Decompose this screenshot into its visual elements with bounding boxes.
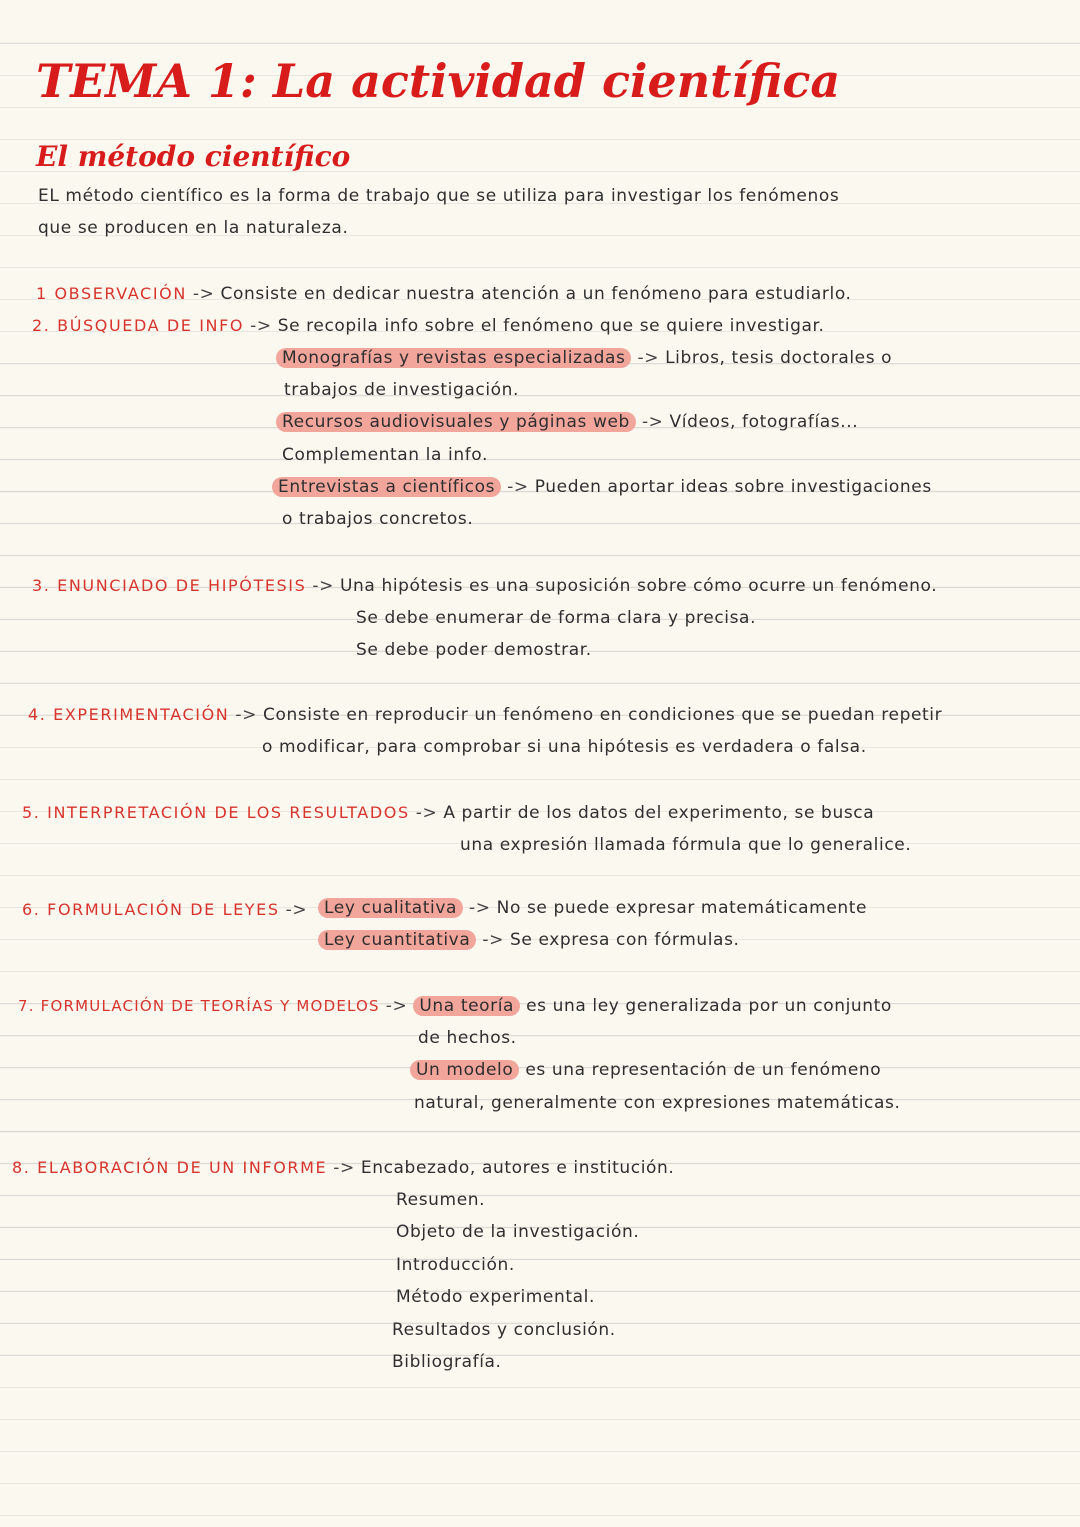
intro-line: EL método científico es la forma de trabajo que se utiliza para investigar los fenómenos [38,186,840,206]
step-label: 8. ELABORACIÓN DE UN INFORME [12,1158,328,1177]
arrow-icon: -> [507,477,529,497]
arrow-icon: -> [637,348,660,368]
sub-item [276,348,892,368]
highlight: Recursos audiovisuales y páginas web [276,412,636,432]
step-label: 7. FORMULACIÓN DE TEORÍAS Y MODELOS [18,997,380,1015]
arrow-icon: -> [312,576,334,596]
highlight: Entrevistas a científicos [272,477,501,497]
highlight: Monografías y revistas especializadas [276,348,631,368]
sub-item [318,930,740,950]
step-label: 6. FORMULACIÓN DE LEYES [22,900,280,919]
sub-item-cont: natural, generalmente con expresiones matemáticas. [414,1093,901,1113]
sub-item-cont: trabajos de investigación. [284,380,520,400]
arrow-icon: -> [250,316,272,336]
arrow-icon: -> [385,996,408,1016]
arrow-icon: -> [285,900,308,920]
sub-item-cont: Complementan la info. [282,445,488,465]
intro-line: que se producen en la naturaleza. [38,218,349,238]
sub-item [410,1060,881,1080]
list-item: Introducción. [396,1255,515,1275]
sub-text: Pueden aportar ideas sobre investigaciones [534,477,932,497]
step-text: Se recopila info sobre el fenómeno que se quiere investigar. [277,316,825,336]
highlight: Una teoría [413,996,520,1016]
list-item: Encabezado, autores e institución. [360,1158,675,1178]
arrow-icon: -> [415,803,438,823]
arrow-icon: -> [192,284,215,304]
step-label: 3. ENUNCIADO DE HIPÓTESIS [32,576,307,595]
sub-item-cont: de hechos. [418,1028,517,1048]
step-leyes [22,900,307,920]
step-text: Consiste en dedicar nuestra atención a un fenómeno para estudiarlo. [220,284,852,304]
sub-text: Se expresa con fórmulas. [509,930,740,950]
step-label: 5. INTERPRETACIÓN DE LOS RESULTADOS [22,803,410,822]
sub-item [272,477,932,497]
step-text: Se debe enumerar de forma clara y precisa. [356,608,757,628]
highlight: Ley cuantitativa [318,930,476,950]
arrow-icon: -> [235,705,257,725]
list-item: Objeto de la investigación. [396,1222,640,1242]
step-busqueda [32,316,825,336]
step-text: Una hipótesis es una suposición sobre cómo ocurre un fenómeno. [340,576,938,596]
arrow-icon: -> [333,1158,355,1178]
highlight: Ley cualitativa [318,898,463,918]
step-text: Consiste en reproducir un fenómeno en condiciones que se puedan repetir [262,705,943,725]
list-item: Método experimental. [396,1287,595,1307]
arrow-icon: -> [641,412,664,432]
step-experimentacion [28,705,942,725]
arrow-icon: -> [482,930,504,950]
step-informe [12,1158,674,1178]
sub-item [318,898,867,918]
sub-text: Libros, tesis doctorales o [665,348,893,368]
sub-text: es una ley generalizada por un conjunto [526,996,892,1016]
step-text: Se debe poder demostrar. [356,640,592,660]
sub-text: No se puede expresar matemáticamente [496,898,868,918]
list-item: Resultados y conclusión. [392,1320,616,1340]
sub-text: es una representación de un fenómeno [525,1060,882,1080]
arrow-icon: -> [469,898,491,918]
step-text: o modificar, para comprobar si una hipótesis es verdadera o falsa. [262,737,867,757]
sub-text: Vídeos, fotografías... [669,412,859,432]
step-label: 2. BÚSQUEDA DE INFO [32,316,245,335]
section-subtitle: El método científico [36,140,351,173]
sub-item-cont: o trabajos concretos. [282,509,474,529]
page-title: TEMA 1: La actividad científica [36,54,841,108]
list-item: Resumen. [396,1190,486,1210]
step-teorias [18,996,892,1016]
step-interpretacion [22,803,874,823]
step-hipotesis [32,576,937,596]
highlight: Un modelo [410,1060,519,1080]
step-text: una expresión llamada fórmula que lo generalice. [460,835,912,855]
step-text: A partir de los datos del experimento, se busca [443,803,875,823]
step-label: 1 OBSERVACIÓN [36,284,187,303]
step-observacion [36,284,852,304]
list-item: Bibliografía. [392,1352,502,1372]
sub-item [276,412,858,432]
step-label: 4. EXPERIMENTACIÓN [28,705,230,724]
